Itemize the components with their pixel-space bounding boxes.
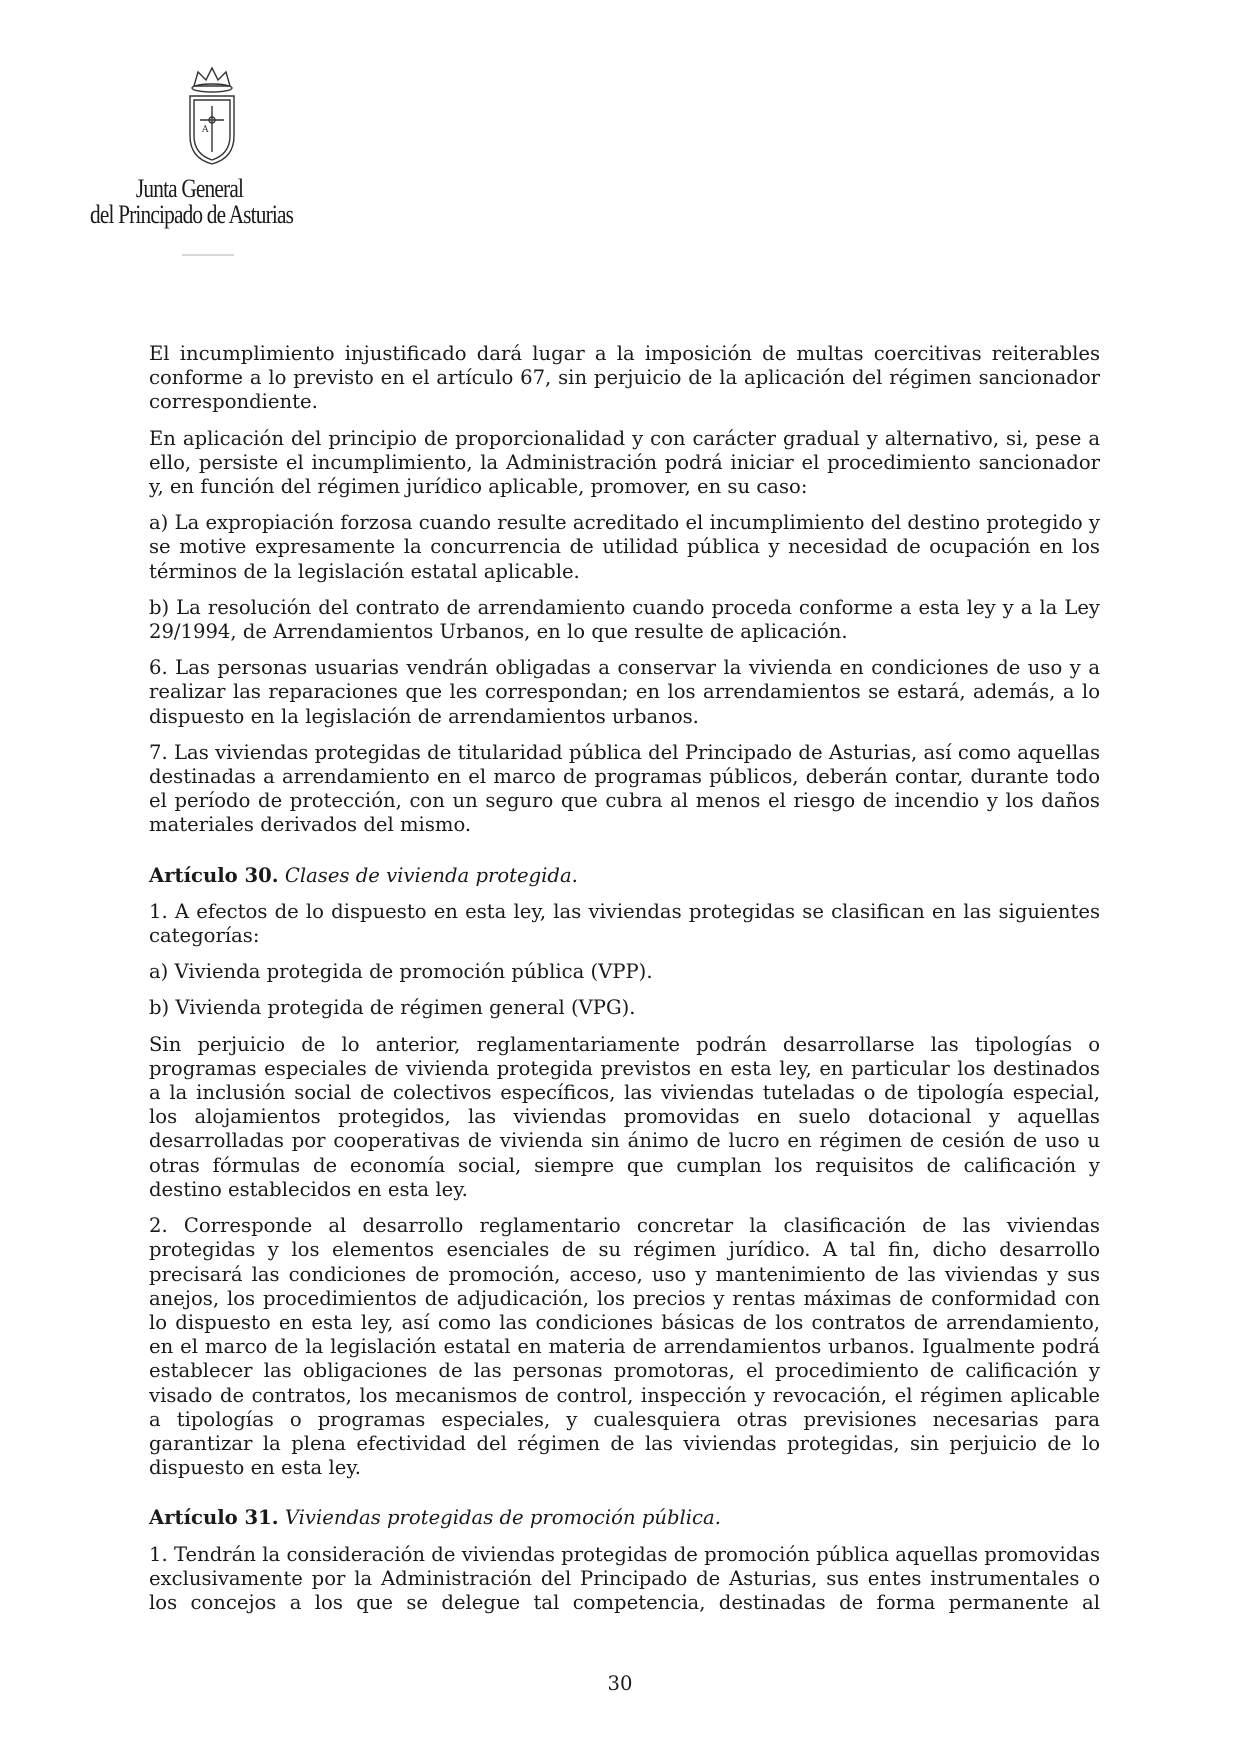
article-31-heading (149, 1506, 1100, 1530)
article-label: Artículo 30. (149, 863, 279, 887)
paragraph: b) Vivienda protegida de régimen general (VPG). (149, 996, 636, 1020)
paragraph: Sin perjuicio de lo anterior, reglamentariamente podrán desarrollarse las tipologías o programas especiales de vivienda protegida previstos en esta ley, en particular los destinados a la inclusión social de colectivos específicos, las viviendas tuteladas o de tipología especial, los alojamientos protegidos, las viviendas promovidas en suelo dotacional y aquellas desarrolladas por cooperativas de vivienda sin ánimo de lucro en régimen de cesión de uso u otras fórmulas de economía social, siempre que cumplan los requisitos de calificación y destino establecidos en esta ley. (149, 1032, 1100, 1201)
article-title: Viviendas protegidas de promoción pública. (284, 1506, 721, 1530)
paragraph: a) La expropiación forzosa cuando resulte acreditado el incumplimiento del destino protegido y se motive expresamente la concurrencia de utilidad pública y necesidad de ocupación en los términos de la legislación estatal aplicable. (149, 511, 1100, 583)
institution-name (90, 176, 295, 228)
page-number: 30 (607, 1672, 633, 1695)
paragraph: a) Vivienda protegida de promoción pública (VPP). (149, 960, 653, 984)
paragraph: 7. Las viviendas protegidas de titularidad pública del Principado de Asturias, así como aquellas destinadas a arrendamiento en el marco de programas públicos, deberán contar, durante todo el período de protección, con un seguro que cubra al menos el riesgo de incendio y los daños materiales derivados del mismo. (149, 740, 1100, 837)
institution-name-line2: del Principado de Asturias (90, 200, 294, 229)
svg-text:A: A (202, 125, 209, 135)
coat-of-arms-icon (180, 66, 244, 166)
paragraph: 2. Corresponde al desarrollo reglamentario concretar la clasificación de las viviendas protegidas y los elementos esenciales de su régimen jurídico. A tal fin, dicho desarrollo precisará las condiciones de promoción, acceso, uso y mantenimiento de las viviendas y sus anejos, los procedimientos de adjudicación, los precios y rentas máximas de conformidad con lo dispuesto en esta ley, así como las condiciones básicas de los contratos de arrendamiento, en el marco de la legislación estatal en materia de arrendamientos urbanos. Igualmente podrá establecer las obligaciones de las personas promotoras, el procedimiento de calificación y visado de contratos, los mecanismos de control, inspección y revocación, el régimen aplicable a tipologías o programas especiales, y cualesquiera otras previsiones necesarias para garantizar la plena efectividad del régimen de las viviendas protegidas, sin perjuicio de lo dispuesto en esta ley. (149, 1214, 1100, 1480)
logo-divider (182, 254, 234, 256)
paragraph: En aplicación del principio de proporcionalidad y con carácter gradual y alternativo, si, pese a ello, persiste el incumplimiento, la Administración podrá iniciar el procedimiento sancionador y, en función del régimen jurídico aplicable, promover, en su caso: (149, 426, 1100, 499)
institution-name-line1: Junta General (135, 174, 244, 203)
document-body (149, 342, 1100, 1627)
paragraph: 1. A efectos de lo dispuesto en esta ley, las viviendas protegidas se clasifican en las siguientes categorías: (149, 899, 1100, 948)
institution-logo (90, 66, 340, 266)
paragraph: b) La resolución del contrato de arrendamiento cuando proceda conforme a esta ley y a la Ley 29/1994, de Arrendamientos Urbanos, en lo que resulte de aplicación. (149, 595, 1100, 644)
article-30-heading (149, 864, 1100, 888)
paragraph: 1. Tendrán la consideración de viviendas protegidas de promoción pública aquellas promovidas exclusivamente por la Administración del Principado de Asturias, sus entes instrumentales o los concejos a los que se delegue tal competencia, destinadas de forma permanente al (149, 1542, 1100, 1614)
paragraph: 6. Las personas usuarias vendrán obligadas a conservar la vivienda en condiciones de uso y a realizar las reparaciones que les correspondan; en los arrendamientos se estará, además, a lo dispuesto en la legislación de arrendamientos urbanos. (149, 656, 1100, 728)
article-label: Artículo 31. (149, 1506, 279, 1530)
article-title: Clases de vivienda protegida. (284, 863, 578, 887)
paragraph: El incumplimiento injustificado dará lugar a la imposición de multas coercitivas reiterables conforme a lo previsto en el artículo 67, sin perjuicio de la aplicación del régimen sancionador correspondiente. (149, 342, 1100, 414)
